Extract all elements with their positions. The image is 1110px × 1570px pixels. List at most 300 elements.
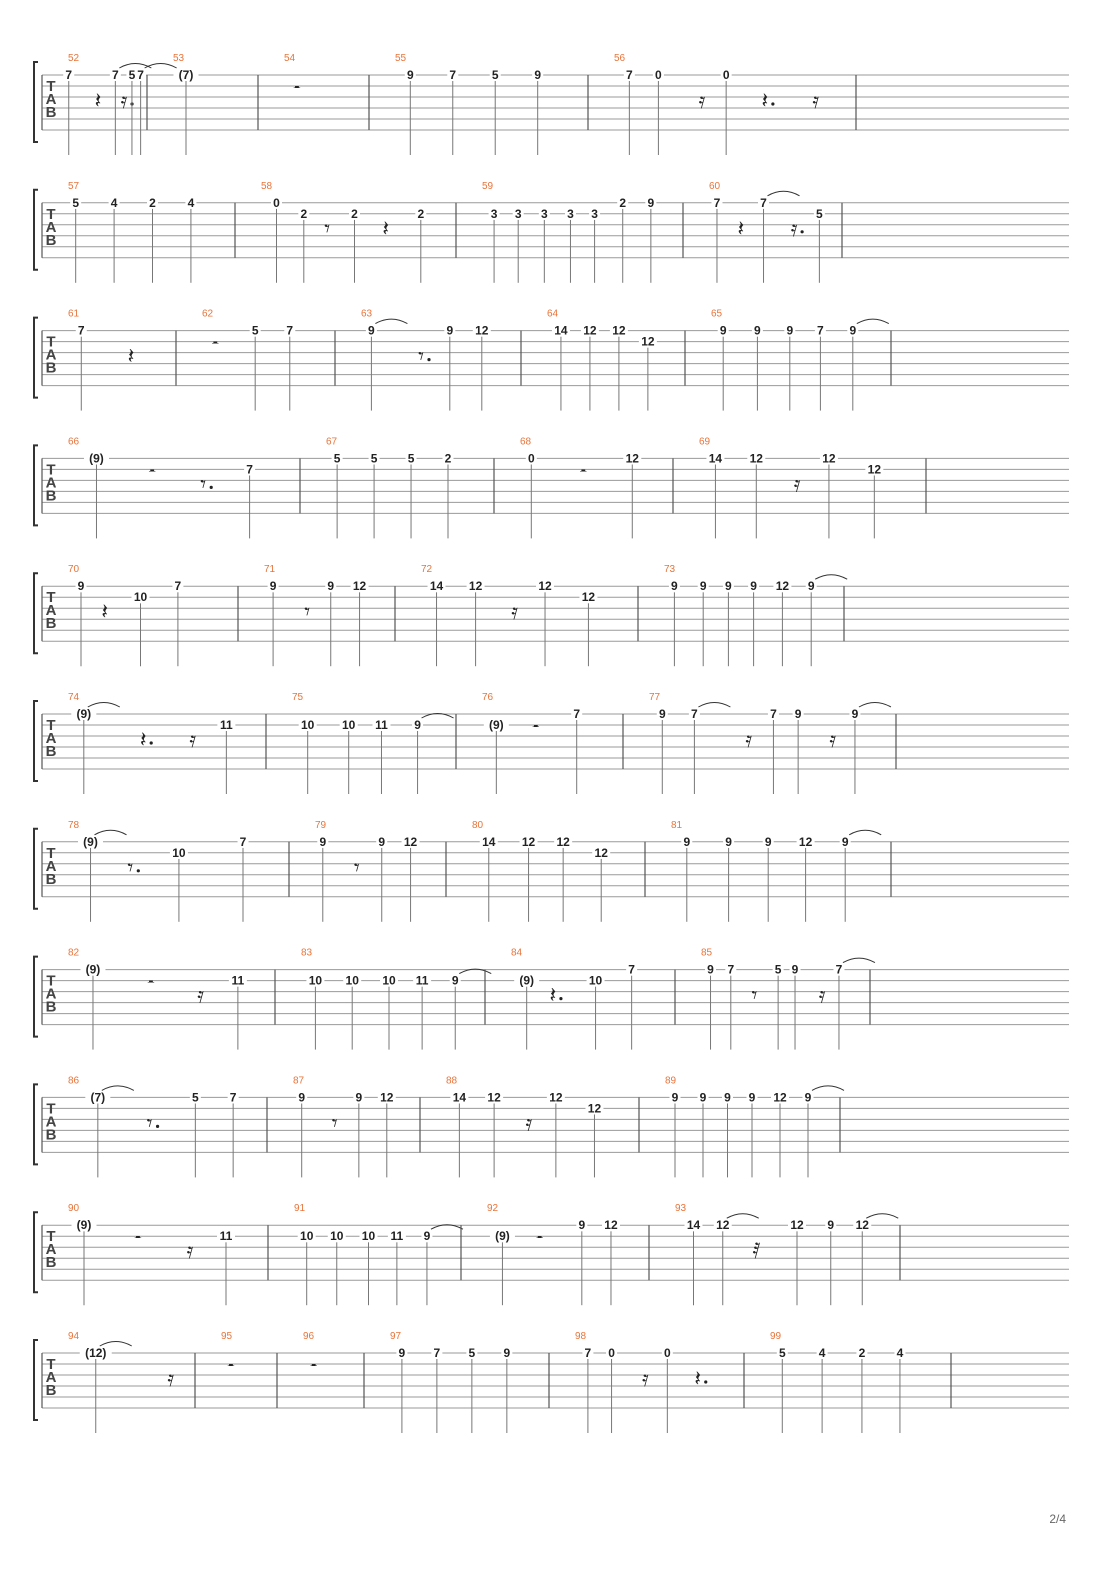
fret-number: (7) — [178, 68, 194, 82]
fret-number: 9 — [368, 323, 375, 338]
rest-symbol: 𝄿 — [511, 599, 519, 625]
measure — [770, 1331, 905, 1433]
fret-number: (9) — [519, 973, 535, 988]
fret-number: 3 — [591, 206, 598, 221]
page-number: 2/4 — [1049, 1512, 1066, 1526]
tab-system — [34, 1203, 1069, 1305]
measure-number: 57 — [68, 180, 80, 192]
tab-system — [34, 181, 1069, 283]
dot-mark — [210, 486, 213, 489]
fret-number: 10 — [301, 718, 315, 732]
fret-number: 9 — [807, 579, 815, 594]
fret-number: 2 — [417, 206, 425, 221]
dot-mark — [801, 230, 804, 233]
fret-number: 5 — [251, 323, 259, 338]
fret-number: 14 — [686, 1218, 701, 1233]
rest-symbol: 𝄿 — [829, 727, 837, 752]
fret-number: 7 — [65, 68, 73, 82]
tab-system — [34, 1331, 1069, 1433]
fret-number: 9 — [683, 834, 691, 849]
measure-number: 95 — [221, 1331, 233, 1342]
rest-symbol: 𝄼 — [293, 78, 301, 98]
measure-number: 99 — [770, 1331, 782, 1342]
fret-number: 2 — [444, 451, 452, 466]
measure — [699, 436, 883, 538]
measure — [315, 820, 420, 922]
rest-symbol: 𝄾 — [324, 215, 331, 241]
measure — [264, 564, 369, 666]
fret-number: 9 — [423, 1229, 431, 1244]
measure — [649, 692, 891, 794]
tab-clef-letter: B — [45, 1382, 57, 1399]
fret-number: 9 — [658, 707, 666, 721]
fret-number: 5 — [816, 206, 823, 221]
fret-number: 9 — [827, 1218, 835, 1233]
fret-number: 0 — [663, 1346, 671, 1360]
fret-number: (9) — [83, 834, 98, 849]
tab-system — [34, 309, 1069, 411]
fret-number: 12 — [521, 834, 536, 849]
fret-number: 12 — [403, 834, 418, 849]
measure-number: 73 — [664, 564, 676, 576]
fret-number: (9) — [85, 962, 101, 977]
tie-arc — [95, 830, 127, 835]
tab-clef-letter: B — [45, 870, 57, 888]
fret-number: 7 — [174, 579, 182, 594]
fret-number: 12 — [475, 323, 489, 338]
rest-symbol: 𝄼 — [532, 717, 540, 737]
tie-arc — [375, 319, 407, 324]
tab-clef-letter: T — [46, 589, 56, 607]
fret-number: 9 — [269, 579, 277, 594]
measure-number: 82 — [68, 947, 80, 959]
fret-number: 11 — [220, 718, 233, 732]
measure — [482, 181, 656, 283]
measure — [301, 948, 491, 1050]
tab-clef-letter: A — [45, 730, 57, 747]
fret-number: 0 — [273, 195, 280, 210]
measure — [547, 309, 657, 411]
measure-number: 68 — [520, 436, 532, 448]
rest-symbol: 𝄿 — [525, 1110, 533, 1136]
fret-number: 0 — [527, 451, 535, 466]
measure-number: 77 — [649, 692, 661, 703]
fret-number: 9 — [754, 323, 761, 338]
fret-number: 7 — [246, 462, 253, 477]
fret-number: 11 — [375, 718, 388, 732]
fret-number: 2 — [149, 195, 156, 210]
fret-number: 4 — [187, 195, 195, 210]
measure — [68, 1075, 239, 1177]
fret-number: 10 — [361, 1229, 376, 1244]
measure — [446, 1075, 603, 1177]
fret-number: 9 — [578, 1218, 586, 1233]
fret-number: 5 — [191, 1090, 199, 1105]
measure — [202, 309, 295, 411]
measure-number: 92 — [487, 1203, 499, 1215]
tab-system — [34, 436, 1069, 538]
system-bracket — [34, 701, 38, 781]
system-bracket — [34, 62, 38, 142]
fret-number: 7 — [239, 834, 247, 849]
system-bracket — [34, 190, 38, 270]
measure — [711, 309, 889, 411]
fret-number: 9 — [451, 973, 459, 988]
fret-number: 9 — [750, 579, 757, 594]
fret-number: 12 — [822, 451, 836, 466]
tab-clef-letter: A — [45, 474, 57, 492]
rest-symbol: 𝄿 — [812, 88, 820, 113]
fret-number: 9 — [327, 579, 335, 594]
rest-symbol: 𝄽 — [761, 88, 769, 113]
measure-number: 66 — [68, 436, 80, 448]
measure — [292, 692, 454, 794]
fret-number: 9 — [77, 579, 85, 594]
tab-clef-letter: B — [45, 359, 57, 377]
measure-number: 78 — [68, 819, 80, 831]
tie-arc — [849, 830, 881, 835]
tab-clef-letter: B — [45, 231, 57, 249]
fret-number: 7 — [628, 962, 635, 977]
fret-number: 7 — [584, 1346, 592, 1360]
fret-number: (9) — [89, 451, 104, 466]
fret-number: 12 — [587, 1101, 602, 1116]
rest-symbol: 𝄿 — [793, 471, 801, 497]
fret-number: 7 — [691, 707, 698, 721]
measure — [293, 1075, 396, 1177]
fret-number: (9) — [488, 718, 504, 732]
fret-number: 10 — [330, 1229, 344, 1244]
fret-number: 9 — [319, 834, 327, 849]
tie-arc — [843, 958, 875, 963]
fret-number: 4 — [818, 1346, 826, 1360]
dot-mark — [150, 741, 153, 744]
fret-number: 12 — [583, 323, 597, 338]
measure-number: 93 — [675, 1203, 687, 1215]
fret-number: 9 — [406, 68, 414, 82]
fret-number: 12 — [380, 1090, 394, 1105]
fret-number: (9) — [76, 1218, 92, 1233]
rest-symbol: 𝄾 — [127, 854, 134, 880]
fret-number: 7 — [433, 1346, 441, 1360]
measure-number: 86 — [68, 1075, 80, 1087]
fret-number: 12 — [773, 1090, 787, 1105]
fret-number: 5 — [491, 68, 499, 82]
fret-number: 12 — [581, 590, 596, 605]
measure — [575, 1331, 707, 1433]
rest-symbol: 𝄾 — [418, 343, 424, 369]
fret-number: 12 — [867, 462, 882, 477]
fret-number: 9 — [794, 707, 802, 721]
measure-number: 58 — [261, 180, 273, 192]
fret-number: 9 — [804, 1090, 812, 1105]
fret-number: 9 — [849, 323, 857, 338]
fret-number: 7 — [77, 323, 85, 338]
measure-number: 85 — [701, 947, 713, 959]
fret-number: 7 — [817, 323, 824, 338]
tab-system — [34, 564, 1069, 666]
tab-clef-letter: T — [46, 78, 56, 95]
tab-clef-letter: A — [45, 857, 57, 875]
measure-number: 96 — [303, 1331, 315, 1342]
rest-symbol: 𝄽 — [94, 88, 102, 113]
rest-symbol: 𝄼 — [579, 461, 587, 482]
fret-number: 9 — [748, 1090, 756, 1105]
fret-number: 12 — [790, 1218, 804, 1233]
fret-number: 7 — [229, 1090, 237, 1105]
rest-symbol: 𝄼 — [211, 333, 219, 354]
measure — [68, 948, 247, 1050]
fret-number: 9 — [725, 579, 732, 594]
fret-number: 12 — [352, 579, 367, 594]
rest-symbol: 𝄿 — [790, 215, 798, 241]
fret-number: 9 — [534, 68, 542, 82]
measure — [326, 436, 454, 538]
fret-number: 9 — [764, 834, 772, 849]
rest-symbol: 𝄿 — [197, 982, 204, 1008]
measure — [675, 1203, 898, 1305]
fret-number: 12 — [612, 323, 626, 338]
tie-arc — [812, 1086, 844, 1091]
measure — [68, 1331, 174, 1433]
rest-symbol: 𝄿 — [189, 727, 197, 752]
fret-number: 9 — [503, 1346, 511, 1360]
fret-number: 7 — [286, 323, 294, 338]
fret-number: 7 — [760, 195, 767, 210]
fret-number: 12 — [604, 1218, 618, 1233]
measure-number: 72 — [421, 564, 433, 576]
rest-symbol: 𝄼 — [536, 1228, 544, 1249]
rest-symbol: 𝄽 — [139, 727, 147, 752]
measure-number: 67 — [326, 436, 338, 448]
system-bracket — [34, 573, 38, 653]
measure — [63, 53, 176, 155]
rest-symbol: 𝄽 — [101, 599, 109, 625]
fret-number: 2 — [300, 206, 308, 221]
rest-symbol: 𝄼 — [227, 1356, 235, 1376]
tab-clef-letter: B — [45, 615, 57, 633]
system-bracket — [34, 1212, 38, 1292]
fret-number: 2 — [351, 206, 358, 221]
tab-clef-letter: B — [45, 743, 57, 760]
measure-number: 62 — [202, 308, 214, 320]
fret-number: 9 — [791, 962, 799, 977]
fret-number: 9 — [671, 1090, 679, 1105]
measure-number: 65 — [711, 308, 723, 320]
measure-number: 56 — [614, 53, 626, 64]
fret-number: 14 — [429, 579, 444, 594]
tie-arc — [698, 703, 730, 708]
tie-arc — [815, 575, 847, 580]
rest-symbol: 𝄿 — [186, 1238, 194, 1264]
fret-number: 9 — [699, 579, 707, 594]
fret-number: 9 — [446, 323, 454, 338]
fret-number: 9 — [699, 1090, 707, 1105]
measure-number: 55 — [395, 53, 407, 64]
fret-number: 10 — [342, 718, 356, 732]
fret-number: 14 — [482, 834, 496, 849]
measure-number: 69 — [699, 436, 711, 448]
tab-clef-letter: A — [45, 1241, 57, 1259]
fret-number: 5 — [778, 1346, 786, 1360]
tab-clef-letter: A — [45, 1113, 57, 1131]
measure — [472, 820, 610, 922]
fret-number: 12 — [798, 834, 813, 849]
dot-mark — [427, 358, 430, 361]
tab-clef-letter: A — [45, 346, 57, 364]
measure — [361, 309, 491, 411]
fret-number: 10 — [588, 973, 603, 988]
tab-system — [34, 53, 1069, 155]
fret-number: 9 — [647, 195, 655, 210]
fret-number: 11 — [231, 973, 245, 988]
tie-arc — [727, 1214, 759, 1219]
fret-number: 10 — [345, 973, 359, 988]
measure — [701, 948, 875, 1050]
fret-number: 0 — [608, 1346, 615, 1360]
fret-number: 12 — [487, 1090, 501, 1105]
fret-number: 5 — [774, 962, 782, 977]
fret-number: 7 — [626, 68, 633, 82]
fret-number: 2 — [619, 195, 627, 210]
measure-number: 98 — [575, 1331, 587, 1342]
fret-number: 12 — [556, 834, 570, 849]
measure-number: 63 — [361, 308, 373, 320]
tab-clef-letter: B — [45, 487, 57, 505]
fret-number: 5 — [128, 68, 136, 82]
dot-mark — [156, 1125, 159, 1128]
tie-arc — [768, 191, 800, 196]
fret-number: 12 — [625, 451, 639, 466]
tab-clef-letter: B — [45, 104, 57, 121]
fret-number: 10 — [382, 973, 396, 988]
fret-number: 12 — [594, 845, 608, 860]
rest-symbol: 𝄿 — [698, 88, 706, 113]
tab-system — [34, 1075, 1069, 1177]
measure — [68, 1203, 235, 1305]
measure — [68, 436, 255, 538]
measure-number: 91 — [294, 1203, 306, 1215]
fret-number: 10 — [300, 1229, 314, 1244]
rest-symbol: 𝄿 — [120, 88, 128, 113]
tab-clef-letter: B — [45, 1254, 57, 1272]
fret-number: 9 — [719, 323, 727, 338]
tie-arc — [88, 703, 120, 708]
dot-mark — [137, 869, 140, 872]
fret-number: 9 — [414, 718, 421, 732]
measure — [68, 309, 134, 411]
measure-number: 81 — [671, 819, 683, 831]
dot-mark — [771, 102, 774, 105]
measure-number: 53 — [173, 53, 185, 64]
dot-mark — [559, 997, 562, 1000]
system-bracket — [34, 318, 38, 398]
fret-number: 12 — [716, 1218, 730, 1233]
fret-number: 12 — [538, 579, 552, 594]
tab-clef-letter: T — [46, 717, 56, 734]
rest-symbol: 𝄾 — [353, 854, 360, 880]
tie-arc — [859, 703, 891, 708]
fret-number: 7 — [835, 962, 843, 977]
fret-number: 14 — [554, 323, 568, 338]
tab-clef-letter: T — [46, 972, 56, 990]
fret-number: 11 — [390, 1229, 404, 1244]
measure-number: 79 — [315, 819, 327, 831]
rest-symbol: 𝄼 — [148, 461, 156, 482]
fret-number: 12 — [775, 579, 790, 594]
measure-number: 64 — [547, 308, 559, 320]
measure — [520, 436, 641, 538]
measure — [68, 181, 196, 283]
tab-clef-letter: T — [46, 1100, 56, 1118]
rest-symbol: 𝄾 — [146, 1110, 153, 1136]
measure-number: 89 — [665, 1075, 677, 1087]
fret-number: 5 — [468, 1346, 476, 1360]
rest-symbol: 𝄾 — [304, 599, 311, 625]
tab-clef-letter: A — [45, 91, 57, 108]
fret-number: 12 — [549, 1090, 563, 1105]
fret-number: 4 — [896, 1346, 904, 1360]
measure — [614, 53, 819, 155]
measure-number: 76 — [482, 692, 494, 703]
rest-symbol: 𝄿 — [641, 1366, 649, 1391]
measure-number: 80 — [472, 819, 484, 831]
fret-number: 10 — [308, 973, 323, 988]
fret-number: 10 — [133, 590, 148, 605]
measure — [294, 1203, 463, 1305]
rest-symbol: 𝄾 — [200, 471, 207, 497]
fret-number: 9 — [398, 1346, 406, 1360]
fret-number: (9) — [76, 707, 92, 721]
measure-number: 87 — [293, 1075, 305, 1087]
rest-symbol: 𝄿 — [167, 1366, 175, 1391]
tab-clef-letter: A — [45, 1369, 57, 1386]
tab-clef-letter: B — [45, 1126, 57, 1144]
rest-symbol: 𝄼 — [147, 972, 155, 993]
tab-clef-letter: T — [46, 1228, 56, 1246]
measure — [709, 181, 825, 283]
fret-number: 9 — [851, 707, 859, 721]
measure — [421, 564, 597, 666]
fret-number: 3 — [490, 206, 498, 221]
measure — [68, 564, 183, 666]
rest-symbol: 𝄽 — [694, 1366, 702, 1391]
fret-number: 9 — [786, 323, 794, 338]
system-bracket — [34, 829, 38, 909]
measure-number: 83 — [301, 947, 313, 959]
fret-number: 7 — [713, 195, 721, 210]
tie-arc — [866, 1214, 898, 1219]
measure — [68, 692, 235, 794]
tab-clef-letter: T — [46, 205, 56, 223]
fret-number: 2 — [858, 1346, 866, 1360]
measure-number: 70 — [68, 564, 80, 576]
fret-number: 7 — [573, 707, 581, 721]
fret-number: 0 — [655, 68, 662, 82]
fret-number: 9 — [355, 1090, 363, 1105]
measure-number: 54 — [284, 53, 296, 64]
tab-clef-letter: T — [46, 461, 56, 479]
measure-number: 59 — [482, 180, 494, 192]
tab-clef-letter: T — [46, 844, 56, 862]
system-bracket — [34, 1340, 38, 1420]
fret-number: 9 — [725, 834, 732, 849]
measure — [261, 181, 426, 283]
measure-number: 97 — [390, 1331, 402, 1342]
rest-symbol: 𝄽 — [382, 215, 390, 241]
fret-number: 11 — [415, 973, 429, 988]
measure-number: 75 — [292, 692, 304, 703]
